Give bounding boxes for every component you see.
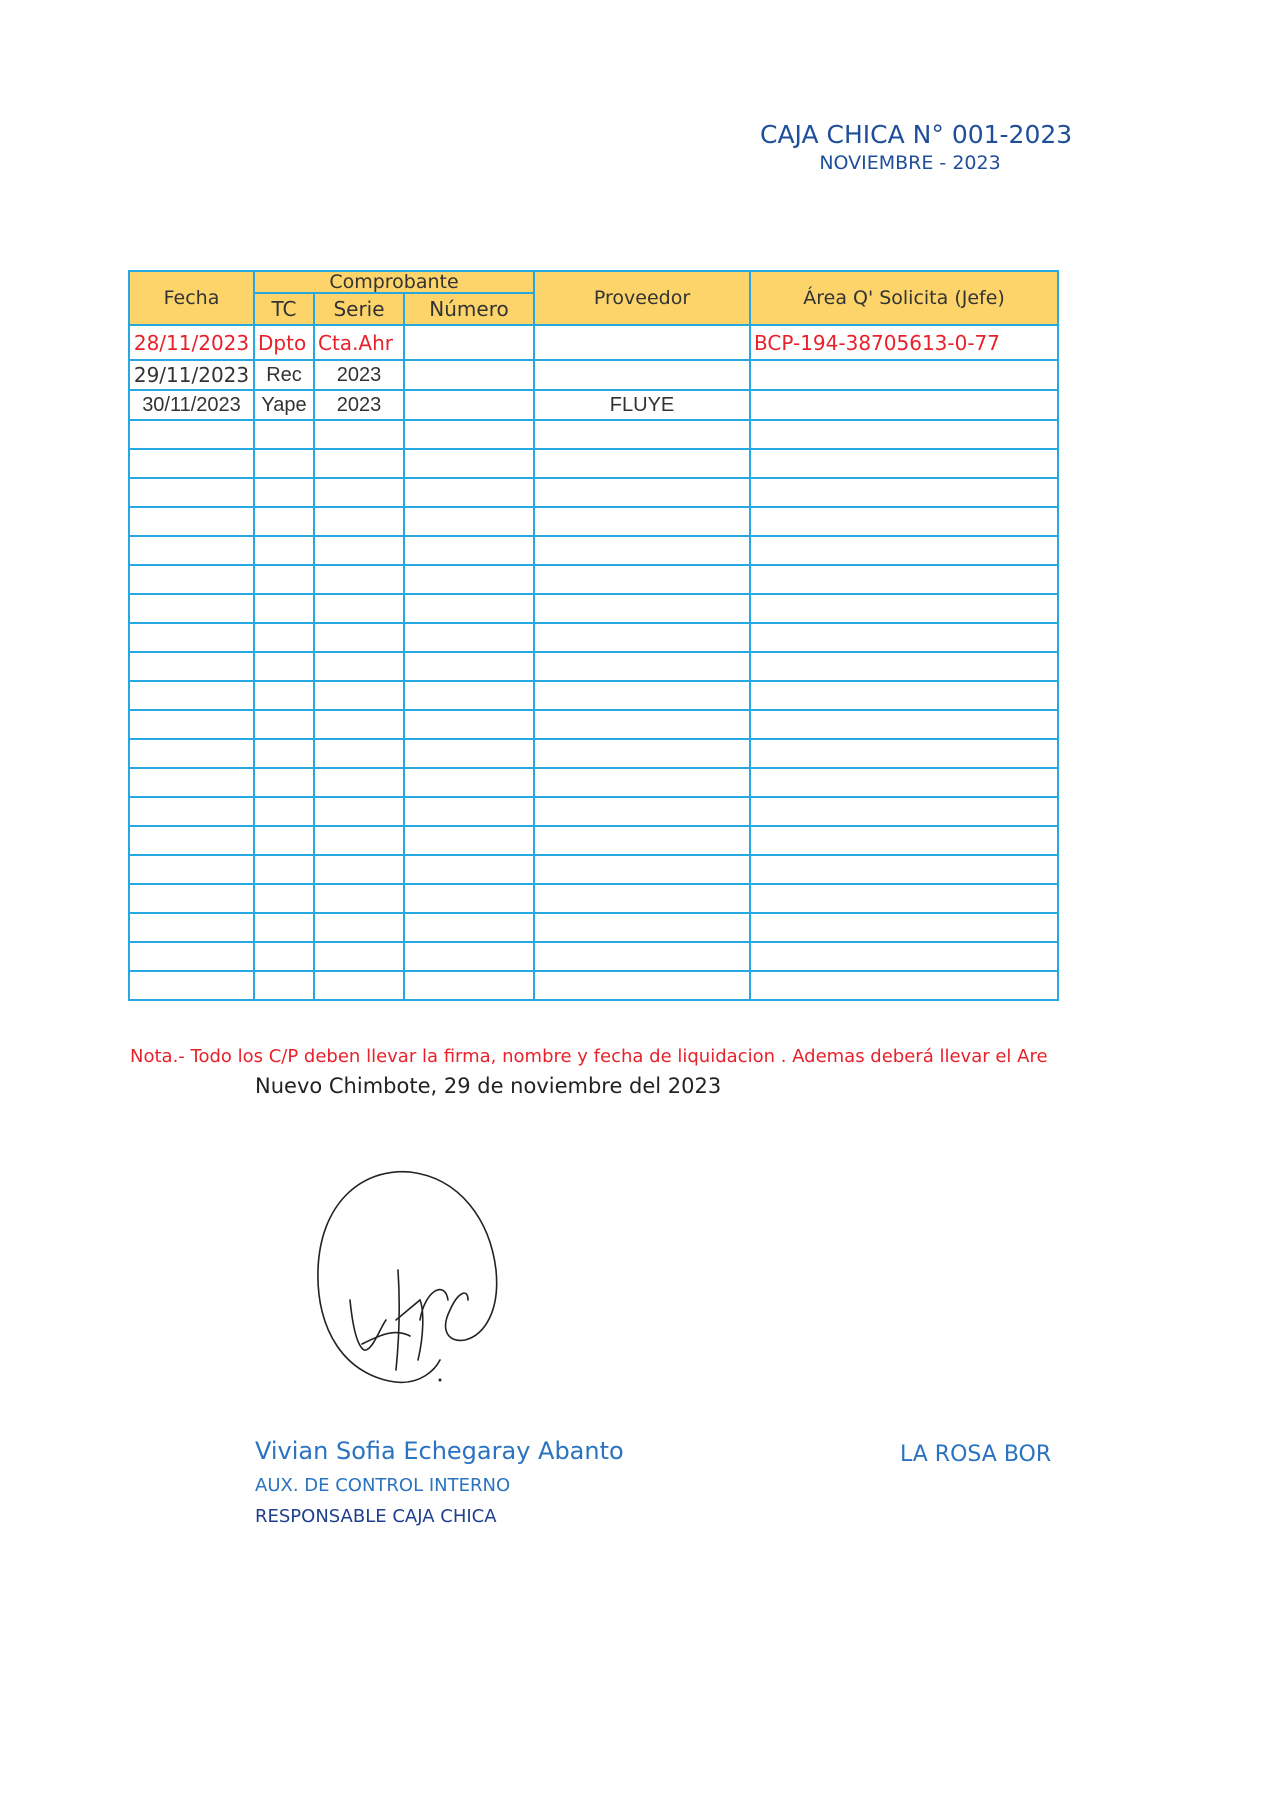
empty-cell <box>534 594 750 623</box>
empty-cell <box>534 971 750 1000</box>
header-fecha: Fecha <box>129 271 254 325</box>
empty-cell <box>404 478 534 507</box>
empty-table-row <box>129 971 1058 1000</box>
empty-cell <box>534 623 750 652</box>
empty-cell <box>254 942 314 971</box>
empty-table-row <box>129 797 1058 826</box>
empty-cell <box>750 855 1058 884</box>
empty-table-row <box>129 449 1058 478</box>
empty-table-row <box>129 536 1058 565</box>
handwritten-signature <box>300 1160 520 1390</box>
empty-cell <box>314 797 404 826</box>
empty-cell <box>254 594 314 623</box>
empty-cell <box>534 681 750 710</box>
second-signatory-name: LA ROSA BOR <box>900 1442 1052 1467</box>
empty-cell <box>254 768 314 797</box>
empty-cell <box>129 768 254 797</box>
empty-cell <box>129 739 254 768</box>
empty-cell <box>314 913 404 942</box>
empty-cell <box>750 478 1058 507</box>
table-row <box>129 390 1058 420</box>
empty-cell <box>534 884 750 913</box>
empty-cell <box>750 623 1058 652</box>
empty-cell <box>750 739 1058 768</box>
empty-cell <box>129 710 254 739</box>
empty-cell <box>750 913 1058 942</box>
empty-cell <box>534 449 750 478</box>
empty-cell <box>750 420 1058 449</box>
empty-cell <box>750 710 1058 739</box>
empty-cell <box>314 710 404 739</box>
empty-cell <box>254 652 314 681</box>
empty-cell <box>750 652 1058 681</box>
place-date: Nuevo Chimbote, 29 de noviembre del 2023 <box>255 1074 722 1098</box>
document-subtitle: NOVIEMBRE - 2023 <box>819 152 1001 174</box>
empty-cell <box>129 884 254 913</box>
cell-tc: Dpto <box>254 325 314 360</box>
empty-cell <box>254 623 314 652</box>
empty-cell <box>254 536 314 565</box>
cell-proveedor <box>534 325 750 360</box>
empty-table-row <box>129 855 1058 884</box>
empty-cell <box>404 507 534 536</box>
empty-cell <box>534 942 750 971</box>
empty-cell <box>129 565 254 594</box>
empty-cell <box>750 826 1058 855</box>
empty-cell <box>534 768 750 797</box>
empty-cell <box>129 855 254 884</box>
empty-cell <box>254 420 314 449</box>
empty-cell <box>129 681 254 710</box>
empty-cell <box>534 739 750 768</box>
empty-cell <box>534 652 750 681</box>
empty-cell <box>534 826 750 855</box>
empty-table-row <box>129 623 1058 652</box>
cell-fecha: 30/11/2023 <box>129 390 254 420</box>
empty-cell <box>254 971 314 1000</box>
empty-cell <box>534 797 750 826</box>
empty-cell <box>404 739 534 768</box>
empty-cell <box>314 507 404 536</box>
empty-table-row <box>129 768 1058 797</box>
empty-cell <box>750 449 1058 478</box>
empty-table-row <box>129 565 1058 594</box>
cell-proveedor: FLUYE <box>534 390 750 420</box>
empty-cell <box>314 942 404 971</box>
empty-cell <box>314 884 404 913</box>
empty-cell <box>129 594 254 623</box>
cell-numero <box>404 390 534 420</box>
empty-cell <box>129 507 254 536</box>
empty-cell <box>254 449 314 478</box>
empty-cell <box>404 710 534 739</box>
empty-cell <box>404 971 534 1000</box>
cell-area: BCP-194-38705613-0-77 <box>750 325 1058 360</box>
empty-cell <box>404 449 534 478</box>
empty-cell <box>750 884 1058 913</box>
petty-cash-table <box>128 270 1059 1001</box>
empty-cell <box>129 449 254 478</box>
empty-cell <box>404 420 534 449</box>
cell-tc: Yape <box>254 390 314 420</box>
table-row <box>129 360 1058 390</box>
empty-cell <box>129 623 254 652</box>
empty-cell <box>404 797 534 826</box>
empty-cell <box>254 884 314 913</box>
cell-fecha: 28/11/2023 <box>129 325 254 360</box>
empty-cell <box>404 826 534 855</box>
header-tc: TC <box>254 293 314 325</box>
header-serie: Serie <box>314 293 404 325</box>
empty-cell <box>314 826 404 855</box>
empty-table-row <box>129 942 1058 971</box>
empty-cell <box>129 652 254 681</box>
empty-cell <box>750 681 1058 710</box>
document-title: CAJA CHICA N° 001-2023 <box>760 120 1073 149</box>
empty-cell <box>750 507 1058 536</box>
empty-cell <box>254 565 314 594</box>
empty-cell <box>750 565 1058 594</box>
empty-cell <box>314 594 404 623</box>
header-numero: Número <box>404 293 534 325</box>
empty-cell <box>254 681 314 710</box>
empty-table-row <box>129 478 1058 507</box>
empty-table-row <box>129 739 1058 768</box>
empty-table-row <box>129 826 1058 855</box>
cell-proveedor <box>534 360 750 390</box>
empty-cell <box>404 942 534 971</box>
empty-cell <box>254 478 314 507</box>
empty-cell <box>750 768 1058 797</box>
empty-cell <box>129 826 254 855</box>
empty-cell <box>314 623 404 652</box>
empty-table-row <box>129 594 1058 623</box>
empty-cell <box>254 797 314 826</box>
cell-area <box>750 390 1058 420</box>
signatory-responsibility: RESPONSABLE CAJA CHICA <box>255 1506 497 1527</box>
empty-cell <box>314 739 404 768</box>
empty-cell <box>254 739 314 768</box>
cell-numero <box>404 325 534 360</box>
cell-fecha: 29/11/2023 <box>129 360 254 390</box>
empty-cell <box>404 536 534 565</box>
empty-table-row <box>129 652 1058 681</box>
empty-cell <box>129 971 254 1000</box>
empty-cell <box>534 710 750 739</box>
empty-table-row <box>129 913 1058 942</box>
empty-cell <box>404 681 534 710</box>
cell-serie: 2023 <box>314 390 404 420</box>
empty-cell <box>314 536 404 565</box>
cell-numero <box>404 360 534 390</box>
empty-cell <box>254 855 314 884</box>
empty-cell <box>750 594 1058 623</box>
empty-cell <box>750 536 1058 565</box>
empty-cell <box>314 449 404 478</box>
empty-cell <box>404 594 534 623</box>
empty-cell <box>750 971 1058 1000</box>
empty-cell <box>534 913 750 942</box>
empty-cell <box>129 913 254 942</box>
signatory-role: AUX. DE CONTROL INTERNO <box>255 1475 511 1496</box>
empty-cell <box>404 855 534 884</box>
empty-cell <box>534 478 750 507</box>
empty-cell <box>314 565 404 594</box>
empty-cell <box>534 536 750 565</box>
empty-cell <box>129 536 254 565</box>
note-text: Nota.- Todo los C/P deben llevar la firma, nombre y fecha de liquidacion . Ademas deberá llevar el Are <box>130 1046 1048 1067</box>
empty-cell <box>314 420 404 449</box>
empty-cell <box>129 797 254 826</box>
empty-cell <box>129 420 254 449</box>
signatory-name: Vivian Sofia Echegaray Abanto <box>255 1437 624 1465</box>
empty-cell <box>404 768 534 797</box>
table-row <box>129 325 1058 360</box>
empty-table-row <box>129 681 1058 710</box>
empty-cell <box>404 913 534 942</box>
empty-cell <box>534 855 750 884</box>
empty-table-row <box>129 884 1058 913</box>
cell-serie: Cta.Ahr <box>314 325 404 360</box>
cell-serie: 2023 <box>314 360 404 390</box>
header-area: Área Q' Solicita (Jefe) <box>750 271 1058 325</box>
empty-table-row <box>129 420 1058 449</box>
empty-cell <box>314 681 404 710</box>
empty-cell <box>534 420 750 449</box>
cell-area <box>750 360 1058 390</box>
header-comprobante: Comprobante <box>254 271 534 293</box>
empty-cell <box>750 797 1058 826</box>
empty-cell <box>404 884 534 913</box>
empty-cell <box>404 652 534 681</box>
empty-cell <box>254 710 314 739</box>
empty-cell <box>404 623 534 652</box>
empty-cell <box>129 942 254 971</box>
empty-cell <box>404 565 534 594</box>
empty-cell <box>314 768 404 797</box>
empty-table-row <box>129 710 1058 739</box>
empty-cell <box>534 565 750 594</box>
empty-cell <box>254 913 314 942</box>
empty-cell <box>750 942 1058 971</box>
empty-cell <box>254 826 314 855</box>
empty-cell <box>254 507 314 536</box>
cell-tc: Rec <box>254 360 314 390</box>
empty-cell <box>534 507 750 536</box>
empty-table-row <box>129 507 1058 536</box>
empty-cell <box>314 652 404 681</box>
empty-cell <box>314 478 404 507</box>
empty-cell <box>314 971 404 1000</box>
header-proveedor: Proveedor <box>534 271 750 325</box>
empty-cell <box>129 478 254 507</box>
empty-cell <box>314 855 404 884</box>
